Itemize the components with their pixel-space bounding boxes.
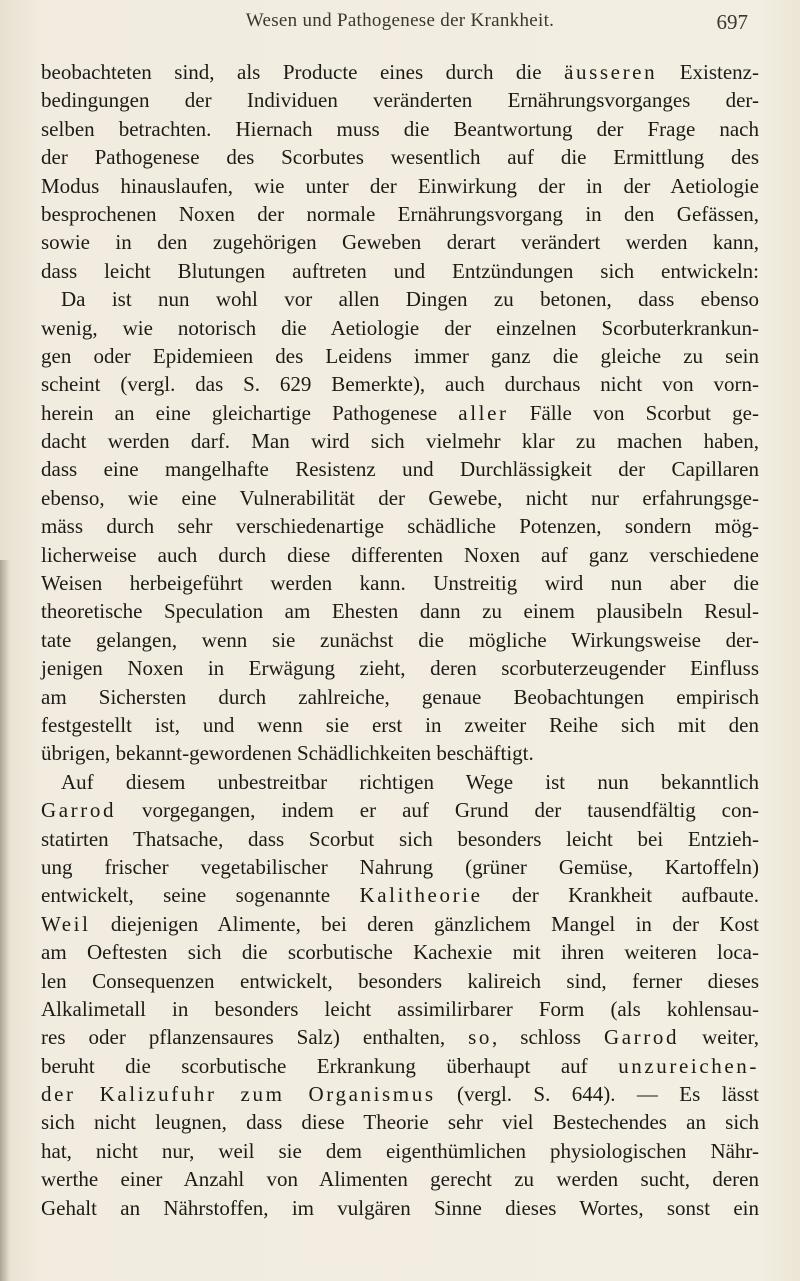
text-line [41,58,759,86]
text-segment: dass leicht Blutungen auftreten und Entzündungen sich entwickeln: [41,258,759,283]
text-line [41,143,759,171]
text-segment: beobachteten sind, als Producte eines durch die [41,60,565,84]
text-line [41,172,759,200]
text-line [41,257,759,285]
text-segment: festgestellt ist, und wenn sie erst in zweiter Reihe sich mit den [41,712,759,737]
text-line [41,541,759,569]
text-segment: der Pathogenese des Scorbutes wesentlich auf die Ermittlung des [41,145,759,170]
text-line [41,228,759,256]
text-segment: dass eine mangelhafte Resistenz und Durchlässigkeit der Capillaren [41,457,759,482]
text-line [41,1080,759,1108]
spaced-emphasis: äusseren [564,60,658,84]
text-segment: tate gelangen, wenn sie zunächst die mögliche Wirkungsweise der- [41,627,759,652]
text-segment: scheint (vergl. das S. 629 Bemerkte), auch durchaus nicht von vorn- [41,372,759,397]
text-segment: ebenso, wie eine Vulnerabilität der Gewebe, nicht nur erfahrungsge- [41,485,759,510]
text-segment: herein an eine gleichartige Pathogenese [41,400,459,425]
text-line [41,683,759,711]
running-head [0,10,800,36]
text-line [41,768,759,796]
text-segment: selben betrachten. Hiernach muss die Beantwortung der Frage nach [41,116,759,141]
spaced-emphasis: der Kalizufuhr zum Organismus [41,1082,436,1107]
text-line [41,626,759,654]
text-segment: am Sichersten durch zahlreiche, genaue Beobachtungen empirisch [41,684,759,709]
text-line [41,796,759,824]
text-segment: Fälle von Scorbut ge- [508,400,759,425]
text-line [41,427,759,455]
text-line [41,853,759,881]
text-line [41,910,759,938]
text-segment: Da ist nun wohl vor allen Dingen zu betonen, dass ebenso [61,287,759,312]
text-segment: bedingungen der Individuen veränderten Ernährungsvorganges der- [41,88,759,113]
text-line [41,967,759,995]
text-segment: am Oeftesten sich die scorbutische Kachexie mit ihren weiteren loca- [41,940,759,965]
text-segment: Existenz- [657,60,760,84]
text-segment: sowie in den zugehörigen Geweben derart verändert werden kann, [41,230,759,255]
text-segment: dacht werden darf. Man wird sich vielmehr klar zu machen haben, [41,429,759,454]
text-line [41,455,759,483]
spaced-emphasis: Weil [41,911,91,936]
text-segment: Alkalimetall in besonders leicht assimilirbarer Form (als kohlensau- [41,996,759,1021]
text-segment: der Krankheit aufbaute. [482,883,759,908]
text-segment: ung frischer vegetabilischer Nahrung (grüner Gemüse, Kartoffeln) [41,854,759,879]
text-segment: , schloss [492,1025,604,1050]
text-line [41,484,759,512]
running-title: Wesen und Pathogenese der Krankheit. [245,10,555,31]
text-line [41,370,759,398]
text-line [41,1052,759,1080]
text-line [41,597,759,625]
text-line [41,512,759,540]
text-segment: res oder pflanzensaures Salz) enthalten, [41,1025,469,1050]
text-segment: hat, nicht nur, weil sie dem eigenthümlichen physiologischen Nähr- [41,1138,759,1163]
text-segment: übrigen, bekannt-gewordenen Schädlichkeiten beschäftigt. [41,741,534,766]
page-number: 697 [716,10,748,34]
text-line [41,86,759,114]
text-line [41,881,759,909]
text-line [41,938,759,966]
text-segment: gen oder Epidemieen des Leidens immer ganz die gleiche zu sein [41,343,759,368]
text-line [41,739,759,767]
text-line [41,342,759,370]
text-segment: licherweise auch durch diese differenten Noxen auf ganz verschiedene [41,542,759,567]
text-segment: weiter, [679,1025,759,1050]
text-segment: diejenigen Alimente, bei deren gänzlichem Mangel in der Kost [90,911,759,936]
text-line [41,654,759,682]
spaced-emphasis: unzureichen- [618,1053,759,1078]
text-segment: Auf diesem unbestreitbar richtigen Wege ist nun bekanntlich [61,769,759,794]
text-segment: besprochenen Noxen der normale Ernährungsvorgang in den Gefässen, [41,201,759,226]
text-segment: statirten Thatsache, dass Scorbut sich besonders leicht bei Entzieh- [41,826,759,851]
text-line [41,200,759,228]
spaced-emphasis: Garrod [604,1025,680,1050]
text-line [41,1108,759,1136]
text-line [41,711,759,739]
text-line [41,569,759,597]
text-segment: beruht die scorbutische Erkrankung überhaupt auf [41,1053,619,1078]
page-edge-shadow [0,560,10,1281]
text-line [41,285,759,313]
text-segment: entwickelt, seine sogenannte [41,883,360,908]
spaced-emphasis: aller [458,400,509,425]
text-line [41,1194,759,1222]
text-segment: len Consequenzen entwickelt, besonders kalireich sind, ferner dieses [41,968,759,993]
text-segment: vorgegangen, indem er auf Grund der tausendfältig con- [116,798,759,823]
spaced-emphasis: Kalitheorie [359,883,483,908]
body-text [41,58,759,1222]
text-line [41,825,759,853]
text-line [41,1137,759,1165]
spaced-emphasis: so [468,1025,492,1050]
text-line [41,1023,759,1051]
text-line [41,314,759,342]
text-segment: jenigen Noxen in Erwägung zieht, deren scorbuterzeugender Einfluss [41,656,759,681]
text-segment: Gehalt an Nährstoffen, im vulgären Sinne dieses Wortes, sonst ein [41,1195,759,1220]
text-segment: sich nicht leugnen, dass diese Theorie sehr viel Bestechendes an sich [41,1110,759,1135]
text-line [41,995,759,1023]
text-segment: Weisen herbeigeführt werden kann. Unstreitig wird nun aber die [41,571,759,596]
text-segment: Modus hinauslaufen, wie unter der Einwirkung der in der Aetiologie [41,173,759,198]
text-line [41,115,759,143]
text-line [41,1165,759,1193]
spaced-emphasis: Garrod [41,798,117,823]
text-segment: theoretische Speculation am Ehesten dann zu einem plausibeln Resul- [41,599,759,624]
text-segment: (vergl. S. 644). — Es lässt [435,1082,759,1107]
text-segment: wenig, wie notorisch die Aetiologie der einzelnen Scorbuterkrankun- [41,315,759,340]
text-line [41,399,759,427]
text-segment: mäss durch sehr verschiedenartige schädliche Potenzen, sondern mög- [41,514,759,539]
text-segment: werthe einer Anzahl von Alimenten gerecht zu werden sucht, deren [41,1167,759,1192]
